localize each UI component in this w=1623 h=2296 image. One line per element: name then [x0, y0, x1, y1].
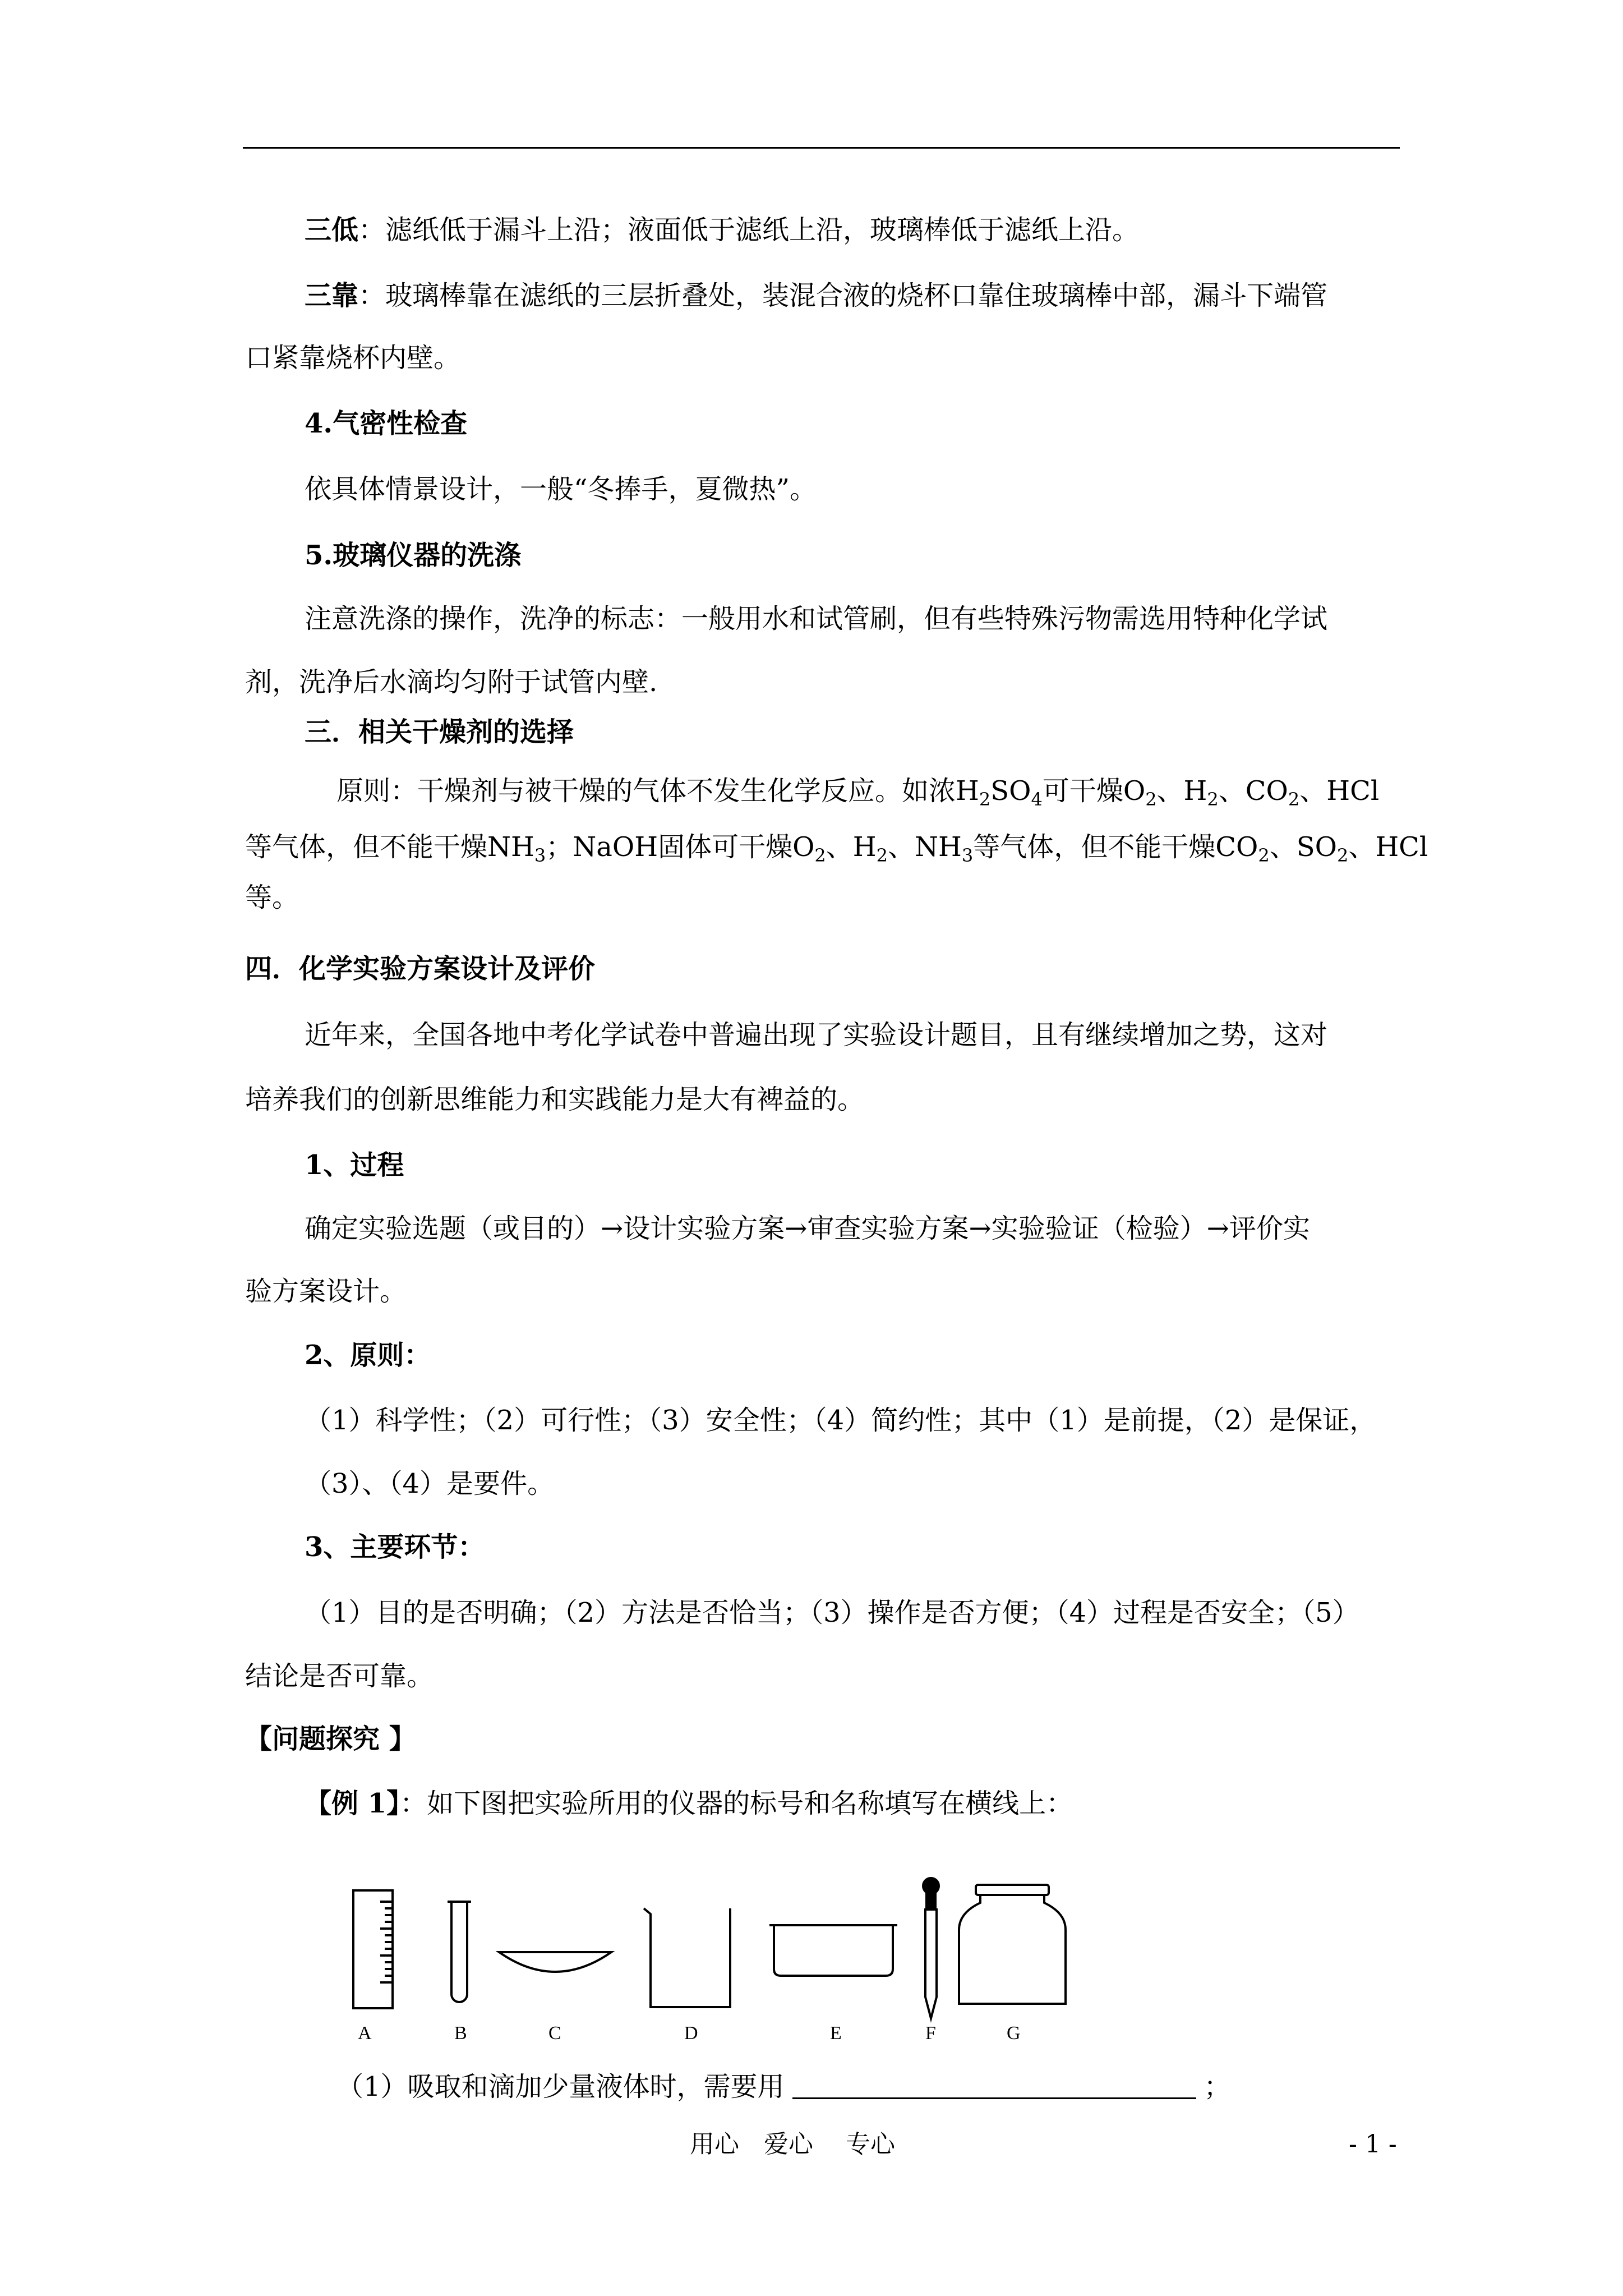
- heading-airtightness: 4.气密性检查: [305, 408, 468, 439]
- apparatus-figure: [336, 1874, 1122, 2042]
- heading-glassware-washing: 5.玻璃仪器的洗涤: [305, 540, 522, 571]
- apparatus-label-f: F: [925, 2023, 936, 2042]
- header-rule: [243, 147, 1400, 149]
- example-label: 【例 1】: [305, 1788, 400, 1819]
- paragraph-desiccant-cont: 等气体，但不能干燥$NH_3$；NaOH固体可干燥$O_2$、$H_2$、$NH_3$等气体，但不能干燥$CO_2$、$SO_2$、HCl: [245, 831, 1428, 866]
- text-line: 近年来，全国各地中考化学试卷中普遍出现了实验设计题目，且有继续增加之势，这对: [305, 1019, 1328, 1051]
- page-number: - 1 -: [1349, 2130, 1397, 2159]
- apparatus-label-e: E: [830, 2023, 842, 2042]
- apparatus-label-c: C: [548, 2023, 561, 2042]
- heading-principles: 2、原则：: [305, 1340, 431, 1371]
- trough-icon: [769, 1925, 897, 1976]
- dropper-icon: [923, 1878, 939, 2018]
- text-line: 培养我们的创新思维能力和实践能力是大有裨益的。: [245, 1084, 865, 1115]
- apparatus-label-a: A: [358, 2023, 372, 2042]
- text-line: （1）目的是否明确；（2）方法是否恰当；（3）操作是否方便；（4）过程是否安全；（5）: [305, 1597, 1359, 1628]
- text-line: 结论是否可靠。: [245, 1660, 434, 1692]
- paragraph-three-lean: 三靠：玻璃棒靠在滤纸的三层折叠处，装混合液的烧杯口靠住玻璃棒中部，漏斗下端管: [305, 280, 1328, 311]
- apparatus-label-g: G: [1007, 2023, 1021, 2042]
- paragraph-three-low: 三低：滤纸低于漏斗上沿；液面低于滤纸上沿，玻璃棒低于滤纸上沿。: [305, 214, 1140, 246]
- example-1: 【例 1】：如下图把实验所用的仪器的标号和名称填写在横线上：: [305, 1788, 1073, 1819]
- text-line: 口紧靠烧杯内壁。: [245, 342, 461, 374]
- heading-process: 1、过程: [305, 1149, 404, 1181]
- heading-key-steps: 3、主要环节：: [305, 1531, 485, 1563]
- text-line: 依具体情景设计，一般“冬捧手，夏微热”。: [305, 473, 817, 505]
- graduated-cylinder-icon: [353, 1890, 393, 2008]
- text-line: 剂，洗净后水滴均匀附于试管内壁.: [245, 666, 658, 698]
- text-line: （1）科学性；（2）可行性；（3）安全性；（4）简约性；其中（1）是前提，（2）是保证，: [305, 1405, 1377, 1436]
- paragraph-desiccant-principle: 原则：干燥剂与被干燥的气体不发生化学反应。如浓$H_2SO_4$可干燥$O_2$、$H_2$、$CO_2$、HCl: [336, 775, 1380, 810]
- heading-inquiry: 【问题探究 】: [245, 1723, 416, 1755]
- test-tube-icon: [448, 1902, 471, 2002]
- heading-experiment-design: 四．化学实验方案设计及评价: [245, 953, 596, 984]
- text-line: 确定实验选题（或目的）→设计实验方案→审查实验方案→实验验证（检验）→评价实: [305, 1213, 1310, 1244]
- answer-blank[interactable]: [792, 2072, 1196, 2099]
- apparatus-label-d: D: [684, 2023, 698, 2042]
- heading-desiccant: 三．相关干燥剂的选择: [305, 716, 574, 748]
- text-line: 验方案设计。: [245, 1276, 407, 1307]
- wide-mouth-bottle-icon: [959, 1885, 1066, 2004]
- term-three-low: 三低: [305, 214, 359, 246]
- term-three-lean: 三靠: [305, 280, 359, 311]
- text-line: 注意洗涤的操作，洗净的标志：一般用水和试管刷，但有些特殊污物需选用特种化学试: [305, 603, 1328, 634]
- footer-motto: 用心 爱心 专心: [690, 2130, 895, 2159]
- apparatus-label-b: B: [454, 2023, 467, 2042]
- text-line: （3）、（4）是要件。: [305, 1468, 555, 1499]
- question-1: （1）吸取和滴加少量液体时，需要用 ；: [336, 2071, 1231, 2102]
- beaker-icon: [644, 1908, 730, 2007]
- evaporating-dish-icon: [499, 1952, 611, 1972]
- text-line: 等。: [245, 882, 299, 913]
